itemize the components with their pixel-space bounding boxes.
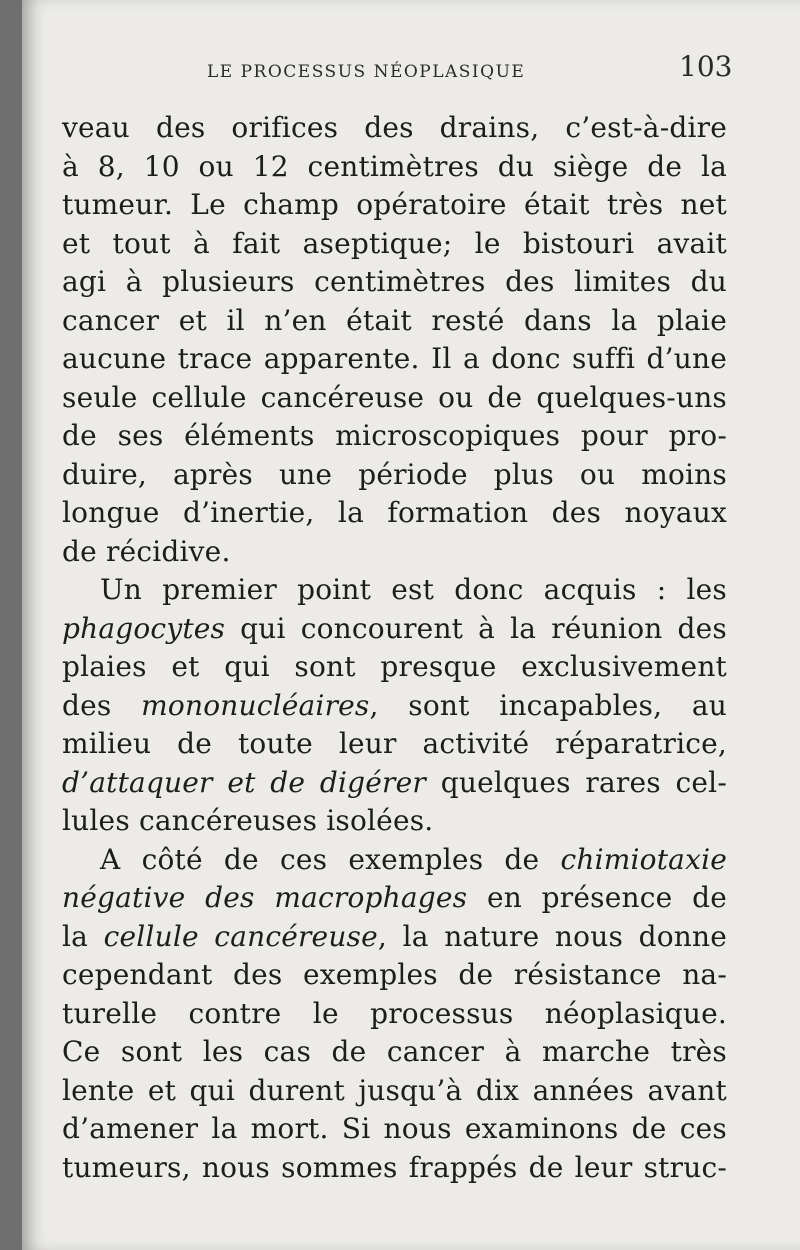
text-line — [62, 610, 727, 649]
text-line — [62, 879, 727, 918]
text-line — [62, 687, 727, 726]
text-line: d’amener la mort. Si nous examinons de ces — [62, 1112, 727, 1145]
book-page — [22, 0, 800, 1250]
text-run: , sont incapables, au — [369, 688, 727, 722]
text-line: turelle contre le processus néoplasique. — [62, 996, 727, 1030]
text-line: et tout à fait aseptique; le bistouri avait — [62, 226, 727, 260]
text-line: Ce sont les cas de cancer à marche très — [62, 1035, 727, 1068]
text-line — [62, 764, 727, 803]
italic-term: mononucléaires — [141, 688, 370, 722]
text-line: cancer et il n’en était resté dans la plaie — [62, 303, 727, 337]
italic-term: chimiotaxie — [560, 842, 727, 876]
text-line: plaies et qui sont presque exclusivement — [62, 650, 727, 683]
text-line — [62, 841, 727, 880]
text-run: la — [62, 919, 104, 953]
text-line — [62, 918, 727, 957]
text-line: aucune trace apparente. Il a donc suffi d’une — [62, 342, 727, 375]
text-line: duire, après une période plus ou moins — [62, 457, 727, 491]
text-line: lente et qui durent jusqu’à dix années avant — [62, 1073, 727, 1107]
text-line: lules cancéreuses isolées. — [62, 804, 434, 837]
running-head: LE PROCESSUS NÉOPLASIQUE — [207, 62, 526, 82]
body-text — [62, 109, 727, 1187]
text-line: agi à plusieurs centimètres des limites du — [62, 265, 727, 298]
text-run: quelques rares cel- — [426, 765, 727, 799]
text-run: qui concourent à la réunion des — [225, 611, 727, 645]
text-line: milieu de toute leur activité réparatrice, — [62, 727, 727, 760]
text-run: des — [62, 688, 142, 722]
text-line: seule cellule cancéreuse ou de quelques-uns — [62, 380, 727, 414]
text-line: de ses éléments microscopiques pour pro- — [62, 419, 727, 452]
italic-term: phagocytes — [62, 611, 226, 645]
text-line: veau des orifices des drains, c’est-à-dire — [62, 111, 727, 144]
text-line: Un premier point est donc acquis : les — [100, 573, 727, 606]
italic-term: d’attaquer et de digérer — [62, 765, 426, 799]
text-run: A côté de ces exemples de — [100, 842, 561, 876]
text-line: tumeur. Le champ opératoire était très net — [62, 188, 727, 221]
text-line: longue d’inertie, la formation des noyaux — [62, 496, 727, 529]
text-line: cependant des exemples de résistance na- — [62, 958, 727, 991]
text-run: en présence de — [467, 881, 727, 914]
page-number: 103 — [679, 50, 733, 83]
text-line: à 8, 10 ou 12 centimètres du siège de la — [62, 149, 727, 183]
italic-term: cellule cancéreuse — [103, 919, 378, 953]
text-line: de récidive. — [62, 534, 231, 568]
text-line: tumeurs, nous sommes frappés de leur struc- — [62, 1150, 727, 1184]
italic-term: négative des macrophages — [62, 881, 468, 914]
text-run: , la nature nous donne — [377, 919, 727, 953]
